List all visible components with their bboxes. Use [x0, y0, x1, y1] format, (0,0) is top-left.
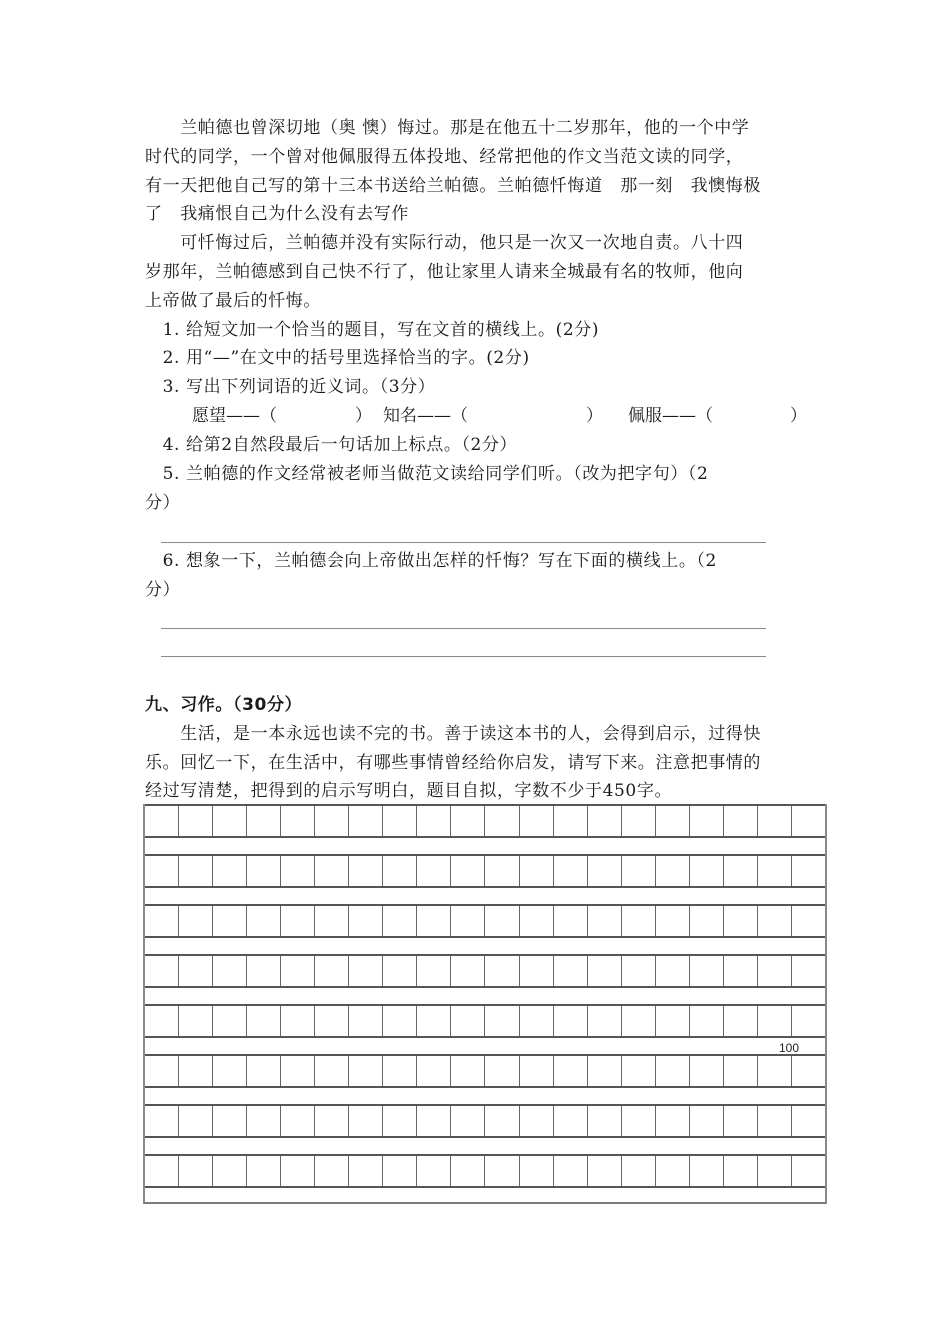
- grid-cell[interactable]: [213, 806, 247, 836]
- grid-cell[interactable]: [554, 1106, 588, 1136]
- grid-cell[interactable]: [622, 956, 656, 986]
- grid-cell[interactable]: [588, 906, 622, 936]
- grid-cell[interactable]: [520, 856, 554, 886]
- grid-cell[interactable]: [758, 1156, 792, 1186]
- grid-cell[interactable]: [520, 906, 554, 936]
- grid-cell[interactable]: [315, 1006, 349, 1036]
- grid-cell[interactable]: [485, 906, 519, 936]
- grid-cell[interactable]: [281, 956, 315, 986]
- grid-cell[interactable]: [247, 1106, 281, 1136]
- grid-cell[interactable]: [213, 1106, 247, 1136]
- grid-cell[interactable]: [520, 1106, 554, 1136]
- grid-cell[interactable]: [179, 956, 213, 986]
- grid-cell[interactable]: [554, 856, 588, 886]
- grid-cell[interactable]: [485, 806, 519, 836]
- grid-cell[interactable]: [758, 906, 792, 936]
- grid-cell[interactable]: [451, 956, 485, 986]
- grid-cell[interactable]: [315, 1156, 349, 1186]
- synonym-word: 愿望——（: [192, 406, 277, 426]
- grid-cell[interactable]: [622, 856, 656, 886]
- grid-cell[interactable]: [656, 956, 690, 986]
- grid-cell[interactable]: [417, 1156, 451, 1186]
- synonym-word: 知名——（: [383, 406, 468, 426]
- grid-cell[interactable]: [656, 1056, 690, 1086]
- grid-cell[interactable]: [724, 906, 758, 936]
- section-heading: 九、习作。（30分）: [145, 695, 303, 715]
- grid-cell[interactable]: [451, 1006, 485, 1036]
- grid-cell[interactable]: [451, 1106, 485, 1136]
- grid-cell[interactable]: [417, 906, 451, 936]
- grid-cell[interactable]: [145, 856, 179, 886]
- grid-cell[interactable]: [554, 806, 588, 836]
- grid-cell[interactable]: [247, 806, 281, 836]
- prompt-line: 乐。回忆一下，在生活中，有哪些事情曾经给你启发，请写下来。注意把事情的: [145, 753, 761, 773]
- grid-cell[interactable]: [349, 806, 383, 836]
- synonym-close-paren: ）: [355, 406, 372, 426]
- grid-cell[interactable]: [690, 1056, 724, 1086]
- grid-cell[interactable]: [315, 906, 349, 936]
- grid-cell[interactable]: [690, 906, 724, 936]
- grid-cell[interactable]: [281, 1106, 315, 1136]
- grid-row: [145, 804, 825, 838]
- passage-line: 时代的同学，一个曾对他佩服得五体投地、经常把他的作文当范文读的同学，: [145, 147, 744, 167]
- grid-cell[interactable]: [145, 1056, 179, 1086]
- grid-cell[interactable]: [792, 906, 825, 936]
- grid-cell[interactable]: [792, 856, 825, 886]
- grid-cell[interactable]: [724, 1006, 758, 1036]
- grid-cell[interactable]: [690, 1006, 724, 1036]
- grid-cell[interactable]: [213, 1156, 247, 1186]
- grid-cell[interactable]: [554, 906, 588, 936]
- grid-cell[interactable]: [145, 956, 179, 986]
- grid-cell[interactable]: [485, 856, 519, 886]
- grid-cell[interactable]: [520, 1006, 554, 1036]
- grid-cell[interactable]: [554, 1156, 588, 1186]
- grid-row: [145, 1154, 825, 1188]
- grid-cell[interactable]: [315, 1106, 349, 1136]
- grid-cell[interactable]: [588, 956, 622, 986]
- grid-cell[interactable]: [451, 1156, 485, 1186]
- grid-cell[interactable]: [485, 956, 519, 986]
- grid-cell[interactable]: [383, 1056, 417, 1086]
- grid-cell[interactable]: [281, 806, 315, 836]
- synonym-close-paren: ）: [790, 406, 807, 426]
- grid-cell[interactable]: [656, 1106, 690, 1136]
- grid-cell[interactable]: [179, 806, 213, 836]
- grid-cell[interactable]: [145, 1156, 179, 1186]
- grid-cell[interactable]: [758, 956, 792, 986]
- grid-cell[interactable]: [349, 1106, 383, 1136]
- prompt-line: 经过写清楚，把得到的启示写明白，题目自拟，字数不少于450字。: [145, 781, 673, 801]
- grid-cell[interactable]: [622, 1156, 656, 1186]
- grid-cell[interactable]: [724, 956, 758, 986]
- grid-cell[interactable]: [145, 1106, 179, 1136]
- grid-cell[interactable]: [758, 806, 792, 836]
- passage-line: 上帝做了最后的忏悔。: [145, 291, 321, 311]
- question-5-cont: 分）: [145, 493, 181, 513]
- grid-cell[interactable]: [383, 956, 417, 986]
- grid-cell[interactable]: [349, 906, 383, 936]
- passage-line: 可忏悔过后，兰帕德并没有实际行动，他只是一次又一次地自责。八十四: [145, 233, 744, 253]
- synonym-close-paren: ）: [586, 406, 603, 426]
- grid-cell[interactable]: [451, 856, 485, 886]
- passage-line: 兰帕德也曾深切地（奥 懊）悔过。那是在他五十二岁那年，他的一个中学: [145, 118, 750, 138]
- grid-cell[interactable]: [281, 1006, 315, 1036]
- writing-grid[interactable]: [143, 804, 827, 1204]
- grid-cell[interactable]: [758, 1106, 792, 1136]
- grid-cell[interactable]: [724, 806, 758, 836]
- grid-cell[interactable]: [690, 1106, 724, 1136]
- synonym-word: 佩服——（: [628, 406, 713, 426]
- grid-cell[interactable]: [315, 1056, 349, 1086]
- grid-row: [145, 1004, 825, 1038]
- grid-cell[interactable]: [792, 1056, 825, 1086]
- question-4: 4. 给第2自然段最后一句话加上标点。（2分）: [145, 435, 518, 455]
- grid-cell[interactable]: [792, 806, 825, 836]
- grid-cell[interactable]: [315, 856, 349, 886]
- grid-cell[interactable]: [179, 1006, 213, 1036]
- grid-cell[interactable]: [588, 856, 622, 886]
- grid-cell[interactable]: [213, 1006, 247, 1036]
- grid-cell[interactable]: [349, 1156, 383, 1186]
- grid-cell[interactable]: [792, 956, 825, 986]
- grid-cell[interactable]: [247, 1006, 281, 1036]
- question-2: 2. 用“—”在文中的括号里选择恰当的字。(2分): [145, 348, 530, 368]
- grid-cell[interactable]: [349, 1056, 383, 1086]
- grid-cell[interactable]: [213, 856, 247, 886]
- grid-cell[interactable]: [281, 856, 315, 886]
- grid-cell[interactable]: [724, 1106, 758, 1136]
- grid-cell[interactable]: [758, 856, 792, 886]
- grid-row: [145, 854, 825, 888]
- grid-cell[interactable]: [417, 1006, 451, 1036]
- grid-cell[interactable]: [724, 856, 758, 886]
- grid-cell[interactable]: [451, 906, 485, 936]
- answer-line-q6-2[interactable]: [161, 656, 766, 657]
- grid-cell[interactable]: [792, 1006, 825, 1036]
- grid-cell[interactable]: [315, 956, 349, 986]
- grid-cell[interactable]: [383, 1006, 417, 1036]
- grid-cell[interactable]: [383, 856, 417, 886]
- grid-cell[interactable]: [247, 856, 281, 886]
- grid-cell[interactable]: [247, 956, 281, 986]
- grid-cell[interactable]: [417, 806, 451, 836]
- grid-cell[interactable]: [315, 806, 349, 836]
- question-5: 5. 兰帕德的作文经常被老师当做范文读给同学们听。（改为把字句）（2: [145, 464, 709, 484]
- grid-cell[interactable]: [656, 856, 690, 886]
- grid-cell[interactable]: [179, 1156, 213, 1186]
- prompt-line: 生活，是一本永远也读不完的书。善于读这本书的人，会得到启示，过得快: [145, 724, 761, 744]
- grid-cell[interactable]: [520, 1156, 554, 1186]
- grid-cell[interactable]: [213, 906, 247, 936]
- question-1: 1. 给短文加一个恰当的题目，写在文首的横线上。(2分): [145, 320, 600, 340]
- grid-cell[interactable]: [554, 1056, 588, 1086]
- grid-row: [145, 954, 825, 988]
- grid-cell[interactable]: [451, 1056, 485, 1086]
- grid-cell[interactable]: [690, 956, 724, 986]
- grid-cell[interactable]: [281, 1156, 315, 1186]
- answer-line-q5[interactable]: [161, 542, 766, 543]
- question-3: 3. 写出下列词语的近义词。（3分）: [145, 377, 436, 397]
- grid-cell[interactable]: [485, 1156, 519, 1186]
- grid-cell[interactable]: [656, 806, 690, 836]
- grid-cell[interactable]: [383, 1156, 417, 1186]
- grid-cell[interactable]: [417, 956, 451, 986]
- grid-cell[interactable]: [690, 856, 724, 886]
- grid-row: [145, 904, 825, 938]
- grid-cell[interactable]: [179, 1056, 213, 1086]
- grid-cell[interactable]: [281, 906, 315, 936]
- grid-cell[interactable]: [247, 1156, 281, 1186]
- grid-cell[interactable]: [520, 806, 554, 836]
- grid-cell[interactable]: [213, 956, 247, 986]
- grid-cell[interactable]: [554, 956, 588, 986]
- grid-cell[interactable]: [588, 1056, 622, 1086]
- word-count-marker: 100: [779, 1041, 800, 1055]
- grid-cell[interactable]: [213, 1056, 247, 1086]
- grid-cell[interactable]: [349, 856, 383, 886]
- grid-cell[interactable]: [485, 1106, 519, 1136]
- grid-cell[interactable]: [758, 1056, 792, 1086]
- passage-line: 岁那年，兰帕德感到自己快不行了，他让家里人请来全城最有名的牧师，他向: [145, 262, 744, 282]
- grid-cell[interactable]: [622, 1006, 656, 1036]
- grid-cell[interactable]: [724, 1056, 758, 1086]
- grid-cell[interactable]: [145, 1006, 179, 1036]
- grid-cell[interactable]: [349, 1006, 383, 1036]
- grid-cell[interactable]: [383, 1106, 417, 1136]
- grid-cell[interactable]: [622, 1056, 656, 1086]
- grid-cell[interactable]: [145, 806, 179, 836]
- grid-cell[interactable]: [417, 1106, 451, 1136]
- grid-cell[interactable]: [792, 1156, 825, 1186]
- grid-cell[interactable]: [247, 906, 281, 936]
- grid-cell[interactable]: [417, 1056, 451, 1086]
- grid-cell[interactable]: [349, 956, 383, 986]
- grid-cell[interactable]: [588, 1006, 622, 1036]
- grid-cell[interactable]: [690, 1156, 724, 1186]
- grid-cell[interactable]: [520, 956, 554, 986]
- question-6: 6. 想象一下，兰帕德会向上帝做出怎样的忏悔？写在下面的横线上。（2: [145, 551, 717, 571]
- question-6-cont: 分）: [145, 580, 181, 600]
- grid-cell[interactable]: [656, 1006, 690, 1036]
- grid-cell[interactable]: [485, 1056, 519, 1086]
- grid-cell[interactable]: [485, 1006, 519, 1036]
- grid-cell[interactable]: [724, 1156, 758, 1186]
- grid-cell[interactable]: [451, 806, 485, 836]
- grid-cell[interactable]: [554, 1006, 588, 1036]
- grid-cell[interactable]: [247, 1056, 281, 1086]
- grid-row: [145, 1104, 825, 1138]
- grid-cell[interactable]: [622, 1106, 656, 1136]
- grid-cell[interactable]: [281, 1056, 315, 1086]
- grid-cell[interactable]: [690, 806, 724, 836]
- grid-cell[interactable]: [417, 856, 451, 886]
- grid-cell[interactable]: [758, 1006, 792, 1036]
- grid-cell[interactable]: [179, 856, 213, 886]
- grid-cell[interactable]: [588, 1156, 622, 1186]
- grid-cell[interactable]: [622, 806, 656, 836]
- grid-cell[interactable]: [145, 906, 179, 936]
- grid-row: [145, 1054, 825, 1088]
- grid-cell[interactable]: [656, 906, 690, 936]
- grid-cell[interactable]: [383, 806, 417, 836]
- grid-cell[interactable]: [792, 1106, 825, 1136]
- answer-line-q6-1[interactable]: [161, 628, 766, 629]
- grid-cell[interactable]: [383, 906, 417, 936]
- grid-cell[interactable]: [588, 806, 622, 836]
- grid-cell[interactable]: [588, 1106, 622, 1136]
- grid-cell[interactable]: [179, 906, 213, 936]
- grid-cell[interactable]: [179, 1106, 213, 1136]
- passage-line: 了 我痛恨自己为什么没有去写作: [145, 204, 409, 224]
- grid-cell[interactable]: [520, 1056, 554, 1086]
- grid-cell[interactable]: [622, 906, 656, 936]
- grid-cell[interactable]: [656, 1156, 690, 1186]
- passage-line: 有一天把他自己写的第十三本书送给兰帕德。兰帕德忏悔道 那一刻 我懊悔极: [145, 176, 761, 196]
